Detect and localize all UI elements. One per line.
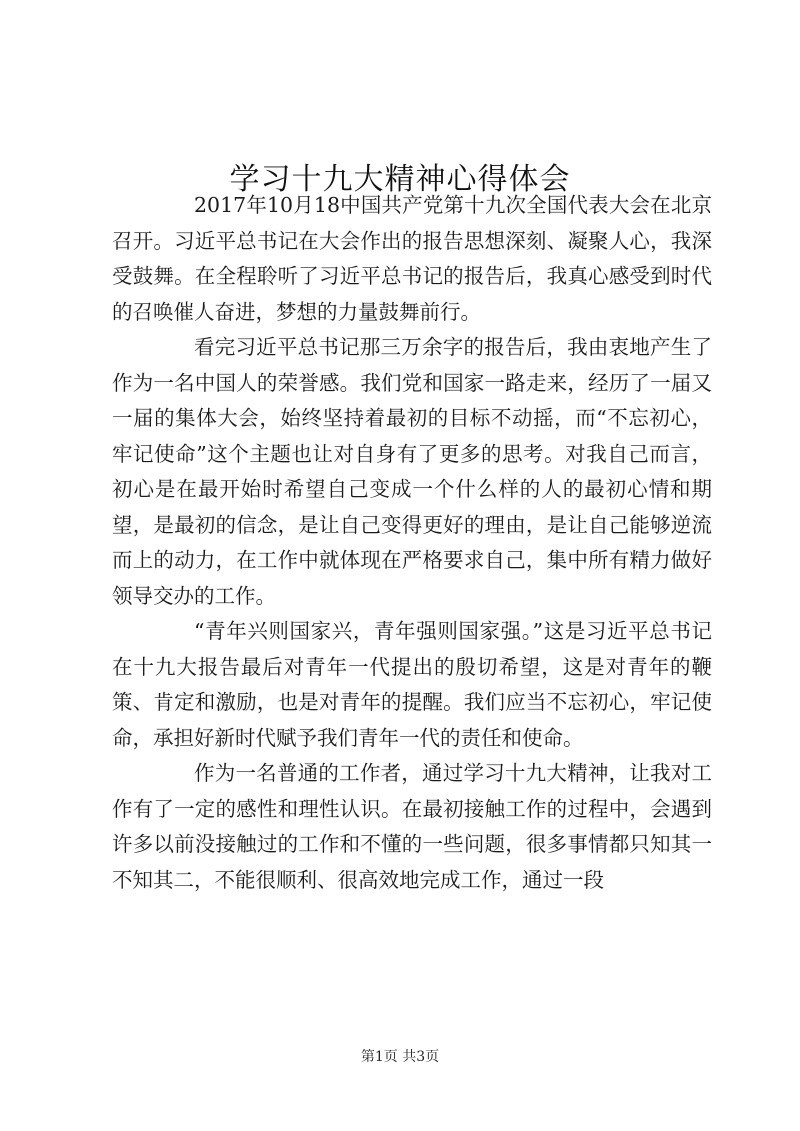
paragraph-2: 看完习近平总书记那三万余字的报告后，我由衷地产生了作为一名中国人的荣誉感。我们党和国家一路走来，经历了一届又一届的集体大会，始终坚持着最初的目标不动摇，而“不忘初心，牢记使命”这个主题也让对自身有了更多的思考。对我自己而言，初心是在最开始时希望自己变成一个什么样的人的最初心情和期望，是最初的信念，是让自己变得更好的理由，是让自己能够逆流而上的动力，在工作中就体现在严格要求自己，集中所有精力做好领导交办的工作。: [112, 335, 712, 608]
page-number-footer: 第1页 共3页: [360, 1049, 440, 1065]
paragraph-1: 2017年10月18中国共产党第十九次全国代表大会在北京召开。习近平总书记在大会作出的报告思想深刻、凝聚人心，我深受鼓舞。在全程聆听了习近平总书记的报告后，我真心感受到时代的召唤催人奋进，梦想的力量鼓舞前行。: [112, 193, 712, 324]
paragraph-3: “青年兴则国家兴，青年强则国家强。”这是习近平总书记在十九大报告最后对青年一代提出的殷切希望，这是对青年的鞭策、肯定和激励，也是对青年的提醒。我们应当不忘初心，牢记使命，承担好新时代赋予我们青年一代的责任和使命。: [112, 619, 712, 750]
paragraph-4: 作为一名普通的工作者，通过学习十九大精神，让我对工作有了一定的感性和理性认识。在最初接触工作的过程中，会遇到许多以前没接触过的工作和不懂的一些问题，很多事情都只知其一不知其二，不能很顺利、很高效地完成工作，通过一段: [112, 761, 712, 892]
document-title: 学习十九大精神心得体会: [229, 162, 571, 198]
document-body: [112, 188, 712, 898]
